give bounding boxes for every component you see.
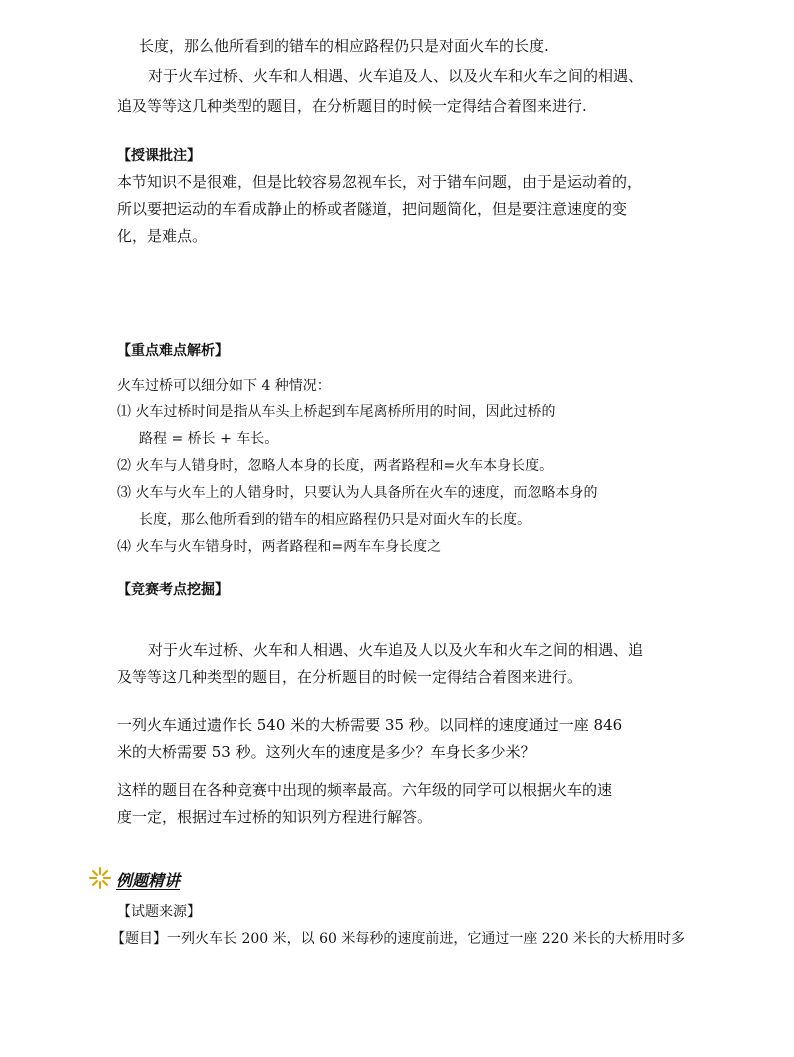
contest-para2-line-2: 米的大桥需要 53 秒。这列火车的速度是多少？车身长多少米？ [117, 743, 536, 761]
key-points-heading: 【重点难点解析】 [117, 343, 229, 359]
sparkle-icon [88, 866, 112, 890]
annotation-line-3: 化，是难点。 [117, 227, 208, 245]
key-points-intro: 火车过桥可以细分如下 4 种情况： [117, 378, 331, 394]
key-point-item-3-cont: 长度，那么他所看到的错车的相应路程仍只是对面火车的长度。 [139, 512, 531, 528]
contest-heading: 【竞赛考点挖掘】 [117, 582, 229, 598]
key-point-item-3: ⑶ 火车与火车上的人错身时，只要认为人具备所在火车的速度，而忽略本身的 [117, 485, 598, 501]
annotation-heading: 【授课批注】 [117, 148, 201, 164]
contest-para2-line-1: 一列火车通过遗作长 540 米的大桥需要 35 秒。以同样的速度通过一座 846 [117, 716, 623, 734]
para1-line-1: 长度，那么他所看到的错车的相应路程仍只是对面火车的长度. [139, 37, 549, 55]
example-problem: 【题目】一列火车长 200 米，以 60 米每秒的速度前进，它通过一座 220 米长的大桥用时多 [111, 931, 685, 947]
contest-para1-line-1: 对于火车过桥、火车和人相遇、火车追及人以及火车和火车之间的相遇、追 [148, 641, 644, 659]
contest-para3-line-1: 这样的题目在各种竞赛中出现的频率最高。六年级的同学可以根据火车的速 [117, 781, 613, 799]
key-point-item-1: ⑴ 火车过桥时间是指从车头上桥起到车尾离桥所用的时间，因此过桥的 [117, 404, 556, 420]
contest-para3-line-2: 度一定，根据过车过桥的知识列方程进行解答。 [117, 808, 433, 826]
annotation-line-2: 所以要把运动的车看成静止的桥或者隧道，把问题简化，但是要注意速度的变 [117, 200, 628, 218]
key-point-item-4: ⑷ 火车与火车错身时，两者路程和=两车车身长度之 [117, 539, 442, 555]
para1-line-3: 追及等等这几种类型的题目，在分析题目的时候一定得结合着图来进行. [117, 97, 587, 115]
key-point-item-1-cont: 路程 = 桥长 + 车长。 [139, 431, 279, 447]
annotation-line-1: 本节知识不是很难，但是比较容易忽视车长，对于错车问题，由于是运动着的， [117, 173, 643, 191]
example-section-title: 例题精讲 [116, 871, 181, 890]
contest-para1-line-2: 及等等这几种类型的题目，在分析题目的时候一定得结合着图来进行。 [117, 668, 583, 686]
para1-line-2: 对于火车过桥、火车和人相遇、火车追及人、以及火车和火车之间的相遇、 [148, 67, 644, 85]
key-point-item-2: ⑵ 火车与人错身时，忽略人本身的长度，两者路程和=火车本身长度。 [117, 458, 554, 474]
example-source-label: 【试题来源】 [117, 904, 201, 920]
